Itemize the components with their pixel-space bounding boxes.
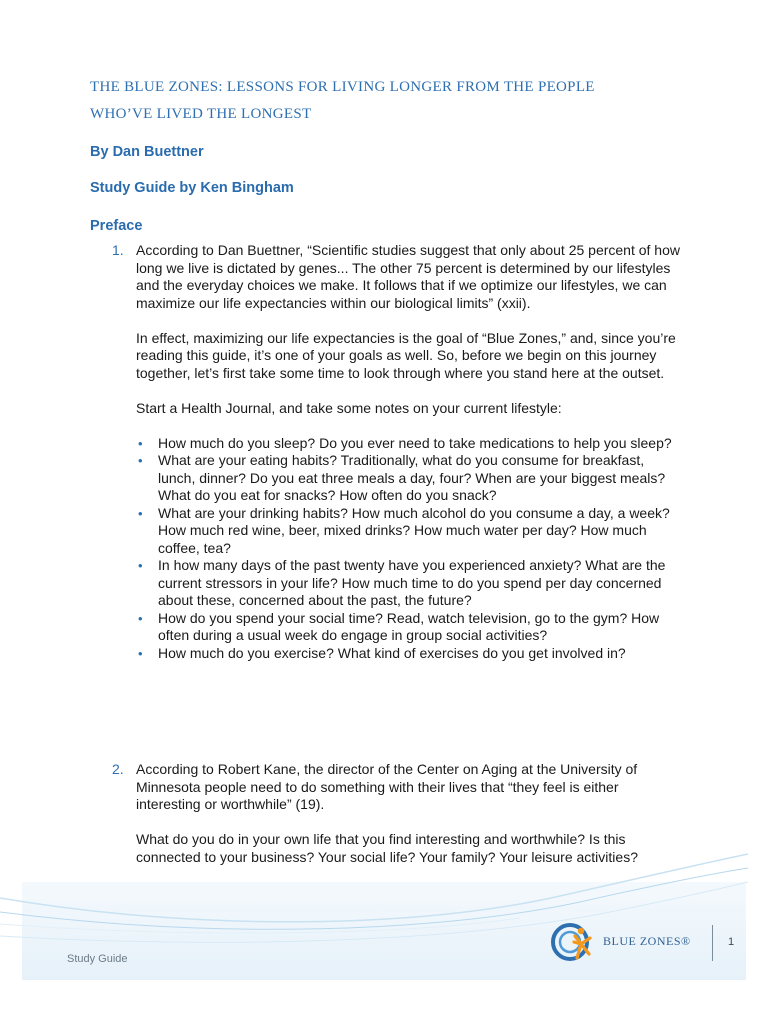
title-line-1: THE BLUE ZONES: LESSONS FOR LIVING LONGER FROM THE PEOPLE — [90, 79, 595, 95]
list-item — [136, 610, 682, 645]
question-paragraph: According to Dan Buettner, “Scientific studies suggest that only about 25 percent of how long we live is dictated by genes... The other 75 percent is determined by our lifestyles and the everyday choices we make. It follows that if we optimize our lifestyles, we can maximize our life expectancies within our biological limits” (xxii). — [136, 242, 680, 311]
footer-label: Study Guide — [67, 953, 128, 965]
list-item — [136, 435, 682, 453]
list-item — [136, 557, 682, 610]
bullet-icon: • — [138, 505, 143, 521]
question-number: 1. — [112, 242, 124, 258]
list-item-text: In how many days of the past twenty have you experienced anxiety? What are the current stressors in your life? How much time to do you spend per day concerned about these, concerned about the past, the future? — [158, 557, 666, 608]
logo-text: BLUE ZONES® — [603, 934, 691, 948]
document-title — [90, 74, 690, 128]
list-item-text: How do you spend your social time? Read, watch television, go to the gym? How often during a usual week do engage in group social activities? — [158, 609, 660, 643]
study-guide-author-heading: Study Guide by Ken Bingham — [90, 180, 294, 196]
title-line-2: WHO’VE LIVED THE LONGEST — [90, 106, 312, 122]
footer-divider — [712, 925, 713, 961]
list-item-text: How much do you sleep? Do you ever need to take medications to help you sleep? — [158, 434, 672, 451]
bullet-icon: • — [138, 558, 143, 573]
bullet-icon: • — [138, 610, 143, 626]
question-paragraph: According to Robert Kane, the director of the Center on Aging at the University of Minnesota people need to do something with their lives that “they feel is either interesting or worthwhile” (19). — [136, 761, 638, 812]
list-item — [136, 505, 682, 558]
bullet-icon: • — [138, 645, 143, 661]
list-item-text: How much do you exercise? What kind of exercises do you get involved in? — [158, 644, 626, 661]
question-number: 2. — [112, 761, 124, 777]
question-paragraph: What do you do in your own life that you find interesting and worthwhile? Is this connected to your business? Your social life? Your family? Your leisure activities? — [136, 831, 638, 865]
bullet-icon: • — [138, 435, 143, 451]
question-1 — [112, 242, 682, 662]
question-paragraph: In effect, maximizing our life expectancies is the goal of “Blue Zones,” and, since you’re reading this guide, it’s one of your goals as well. So, before we begin on this journey together, let’s first take some time to look through where you stand here at the outset. — [136, 329, 676, 381]
author-heading: By Dan Buettner — [90, 144, 204, 160]
footer-wave-decoration — [0, 840, 768, 990]
bullet-icon: • — [138, 453, 143, 468]
question-paragraph: Start a Health Journal, and take some notes on your current lifestyle: — [136, 399, 562, 416]
list-item — [136, 645, 682, 663]
bullet-list — [136, 435, 682, 663]
section-heading: Preface — [90, 218, 143, 234]
list-item — [136, 452, 682, 505]
page-number: 1 — [728, 936, 735, 948]
list-item-text: What are your eating habits? Traditionally, what do you consume for breakfast, lunch, dinner? Do you eat three meals a day, four? When are your biggest meals? What do you eat for snacks? How often do you snack? — [158, 452, 666, 503]
list-item-text: What are your drinking habits? How much alcohol do you consume a day, a week? How much red wine, beer, mixed drinks? How much water per day? How much coffee, tea? — [158, 504, 670, 556]
